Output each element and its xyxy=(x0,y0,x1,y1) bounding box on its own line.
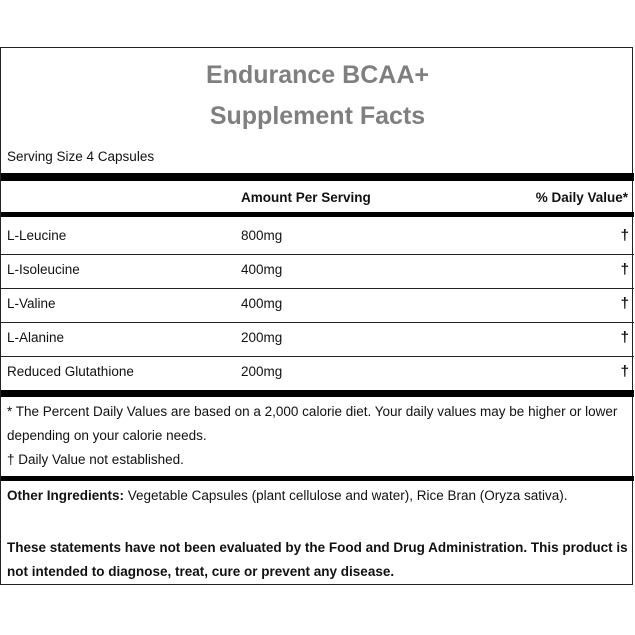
dagger-footnote: † Daily Value not established. xyxy=(7,452,184,467)
table-row xyxy=(1,356,634,390)
nutrient-name: L-Valine xyxy=(7,296,56,311)
other-ingredients-text: Vegetable Capsules (plant cellulose and water), Rice Bran (Oryza sativa). xyxy=(124,488,568,503)
nutrient-name: L-Isoleucine xyxy=(7,262,80,277)
dagger-mark: † xyxy=(620,329,629,346)
table-row xyxy=(1,288,634,322)
daily-value-header: % Daily Value* xyxy=(535,190,628,205)
fda-disclaimer: These statements have not been evaluated by the Food and Drug Administration. This product is not intended to diagnose, treat, cure or prevent any disease. xyxy=(7,540,628,579)
table-row xyxy=(1,220,634,254)
dagger-mark: † xyxy=(620,261,629,278)
amount-per-serving-header: Amount Per Serving xyxy=(241,190,371,205)
nutrient-amount: 400mg xyxy=(241,296,283,311)
header-divider xyxy=(1,212,634,217)
thick-divider-top xyxy=(1,173,634,181)
other-ingredients xyxy=(7,488,567,503)
nutrient-name: Reduced Glutathione xyxy=(7,364,134,379)
dagger-mark: † xyxy=(620,227,629,244)
product-name: Endurance BCAA+ xyxy=(206,61,429,89)
other-ingredients-label: Other Ingredients: xyxy=(7,488,125,503)
panel-heading: Supplement Facts xyxy=(209,102,426,130)
dagger-mark: † xyxy=(620,363,629,380)
nutrient-name: L-Alanine xyxy=(7,330,65,345)
nutrient-amount: 400mg xyxy=(241,262,283,277)
serving-size: Serving Size 4 Capsules xyxy=(7,149,155,164)
supplement-facts-panel xyxy=(0,47,633,585)
table-row xyxy=(1,254,634,288)
thick-divider-middle xyxy=(1,390,634,397)
nutrient-amount: 800mg xyxy=(241,228,283,243)
dagger-mark: † xyxy=(620,295,629,312)
nutrient-amount: 200mg xyxy=(241,364,283,379)
percent-daily-value-footnote: * The Percent Daily Values are based on a 2,000 calorie diet. Your daily values may be higher or lower depending on your calorie needs. xyxy=(7,404,618,443)
table-row xyxy=(1,322,634,356)
thick-divider-bottom xyxy=(1,476,634,481)
nutrient-amount: 200mg xyxy=(241,330,283,345)
nutrient-name: L-Leucine xyxy=(7,228,67,243)
